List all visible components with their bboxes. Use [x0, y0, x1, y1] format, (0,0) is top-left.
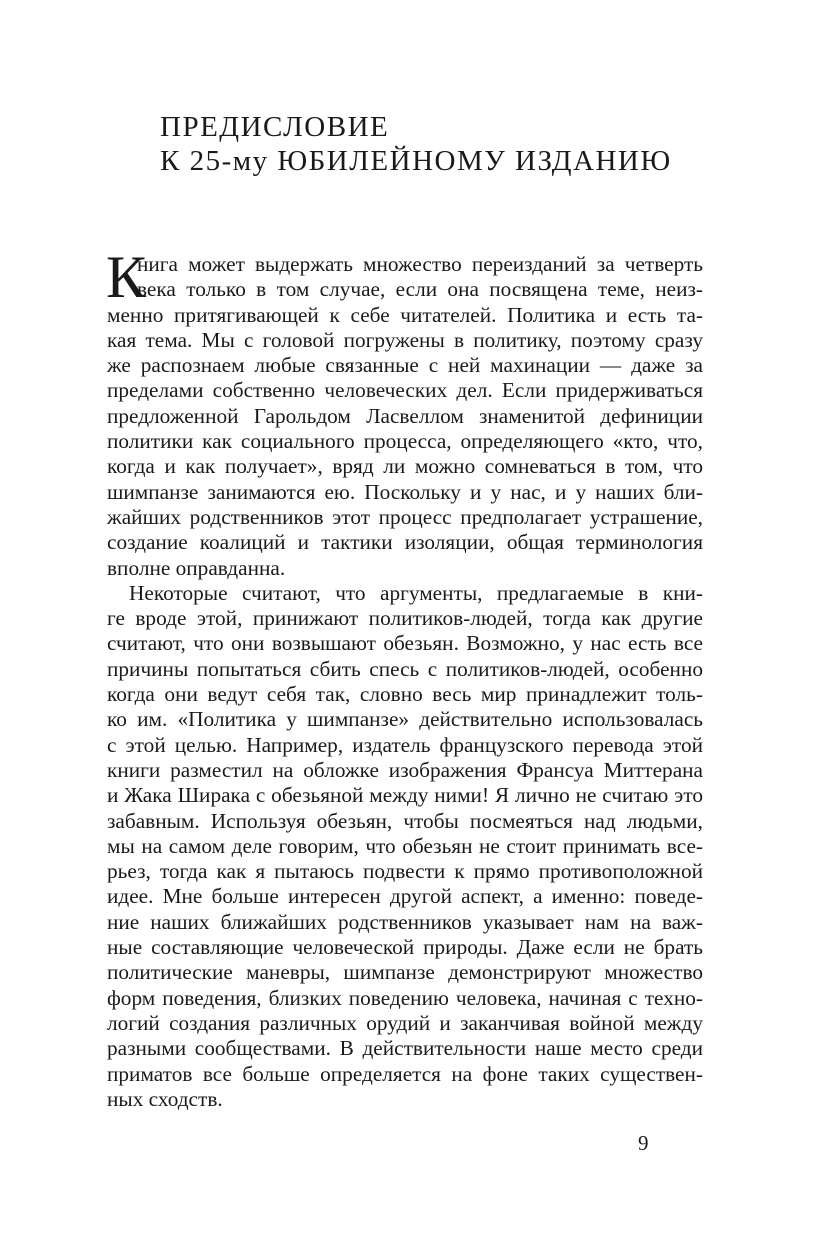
text-line: предложенной Гарольдом Ласвеллом знаменитой дефиниции: [107, 403, 703, 428]
text-line: вполне оправданна.: [107, 555, 286, 580]
text-line: мы на самом деле говорим, что обезьян не стоит принимать все-: [107, 833, 703, 858]
text-line: ко им. «Политика у шимпанзе» действительно использовалась: [107, 707, 703, 732]
text-line: ные составляющие человеческой природы. Даже если не брать: [107, 935, 703, 960]
text-line: ге вроде этой, принижают политиков-людей, тогда как другие: [107, 606, 703, 631]
text-line: считают, что они возвышают обезьян. Возможно, у нас есть все: [107, 631, 703, 656]
text-line: менно притягивающей к себе читателей. Политика и есть та-: [107, 302, 703, 327]
text-line: книги разместил на обложке изображения Франсуа Миттерана: [107, 757, 703, 782]
text-line: нига может выдержать множество переизданий за четверть: [137, 252, 703, 276]
heading-line-2: К 25-му ЮБИЛЕЙНОМУ ИЗДАНИЮ: [160, 145, 672, 177]
text-line: логий создания различных орудий и заканчивая войной между: [107, 1010, 703, 1035]
text-line: ние наших ближайших родственников указывает нам на важ-: [107, 909, 703, 934]
text-line: политические маневры, шимпанзе демонстрируют множество: [107, 960, 703, 985]
text-line: рьез, тогда как я пытаюсь подвести к прямо противоположной: [107, 859, 703, 884]
text-line: приматов все больше определяется на фоне таких существен-: [107, 1061, 703, 1086]
text-line: века только в том случае, если она посвящена теме, неиз-: [137, 277, 703, 302]
text-line: же распознаем любые связанные с ней махинации — даже за: [107, 353, 703, 378]
drop-cap: К: [106, 244, 147, 310]
text-line: форм поведения, близких поведению человека, начиная с техно-: [107, 985, 703, 1010]
text-line: ных сходств.: [107, 1086, 223, 1111]
text-line: разными сообществами. В действительности наше место среди: [107, 1036, 703, 1061]
text-line: жайших родственников этот процесс предполагает устрашение,: [107, 504, 703, 529]
chapter-heading: [160, 110, 672, 178]
text-line: идее. Мне больше интересен другой аспект, а именно: поведе-: [107, 884, 703, 909]
body-text: [106, 244, 703, 1112]
text-line: забавным. Используя обезьян, чтобы посмеяться над людьми,: [107, 808, 703, 833]
heading-line-1: ПРЕДИСЛОВИЕ: [160, 111, 390, 143]
text-line: когда и как получает», вряд ли можно сомневаться в том, что: [107, 454, 703, 479]
text-line: политики как социального процесса, определяющего «кто, что,: [107, 429, 703, 454]
text-line: шимпанзе занимаются ею. Поскольку и у нас, и у наших бли-: [107, 479, 703, 504]
text-line: создание коалиций и тактики изоляции, общая терминология: [107, 530, 703, 555]
page-number: 9: [638, 1131, 649, 1155]
text-line: кая тема. Мы с головой погружены в политику, поэтому сразу: [107, 327, 703, 352]
text-line: с этой целью. Например, издатель французского перевода этой: [107, 732, 703, 757]
text-line: пределами собственно человеческих дел. Если придерживаться: [107, 378, 703, 403]
text-line: Некоторые считают, что аргументы, предлагаемые в кни-: [129, 580, 703, 605]
text-line: причины попытаться сбить спесь с политиков-людей, особенно: [107, 656, 703, 681]
text-line: и Жака Ширака с обезьяной между ними! Я лично не считаю это: [107, 783, 703, 808]
text-line: когда они ведут себя так, словно весь мир принадлежит толь-: [107, 682, 703, 707]
